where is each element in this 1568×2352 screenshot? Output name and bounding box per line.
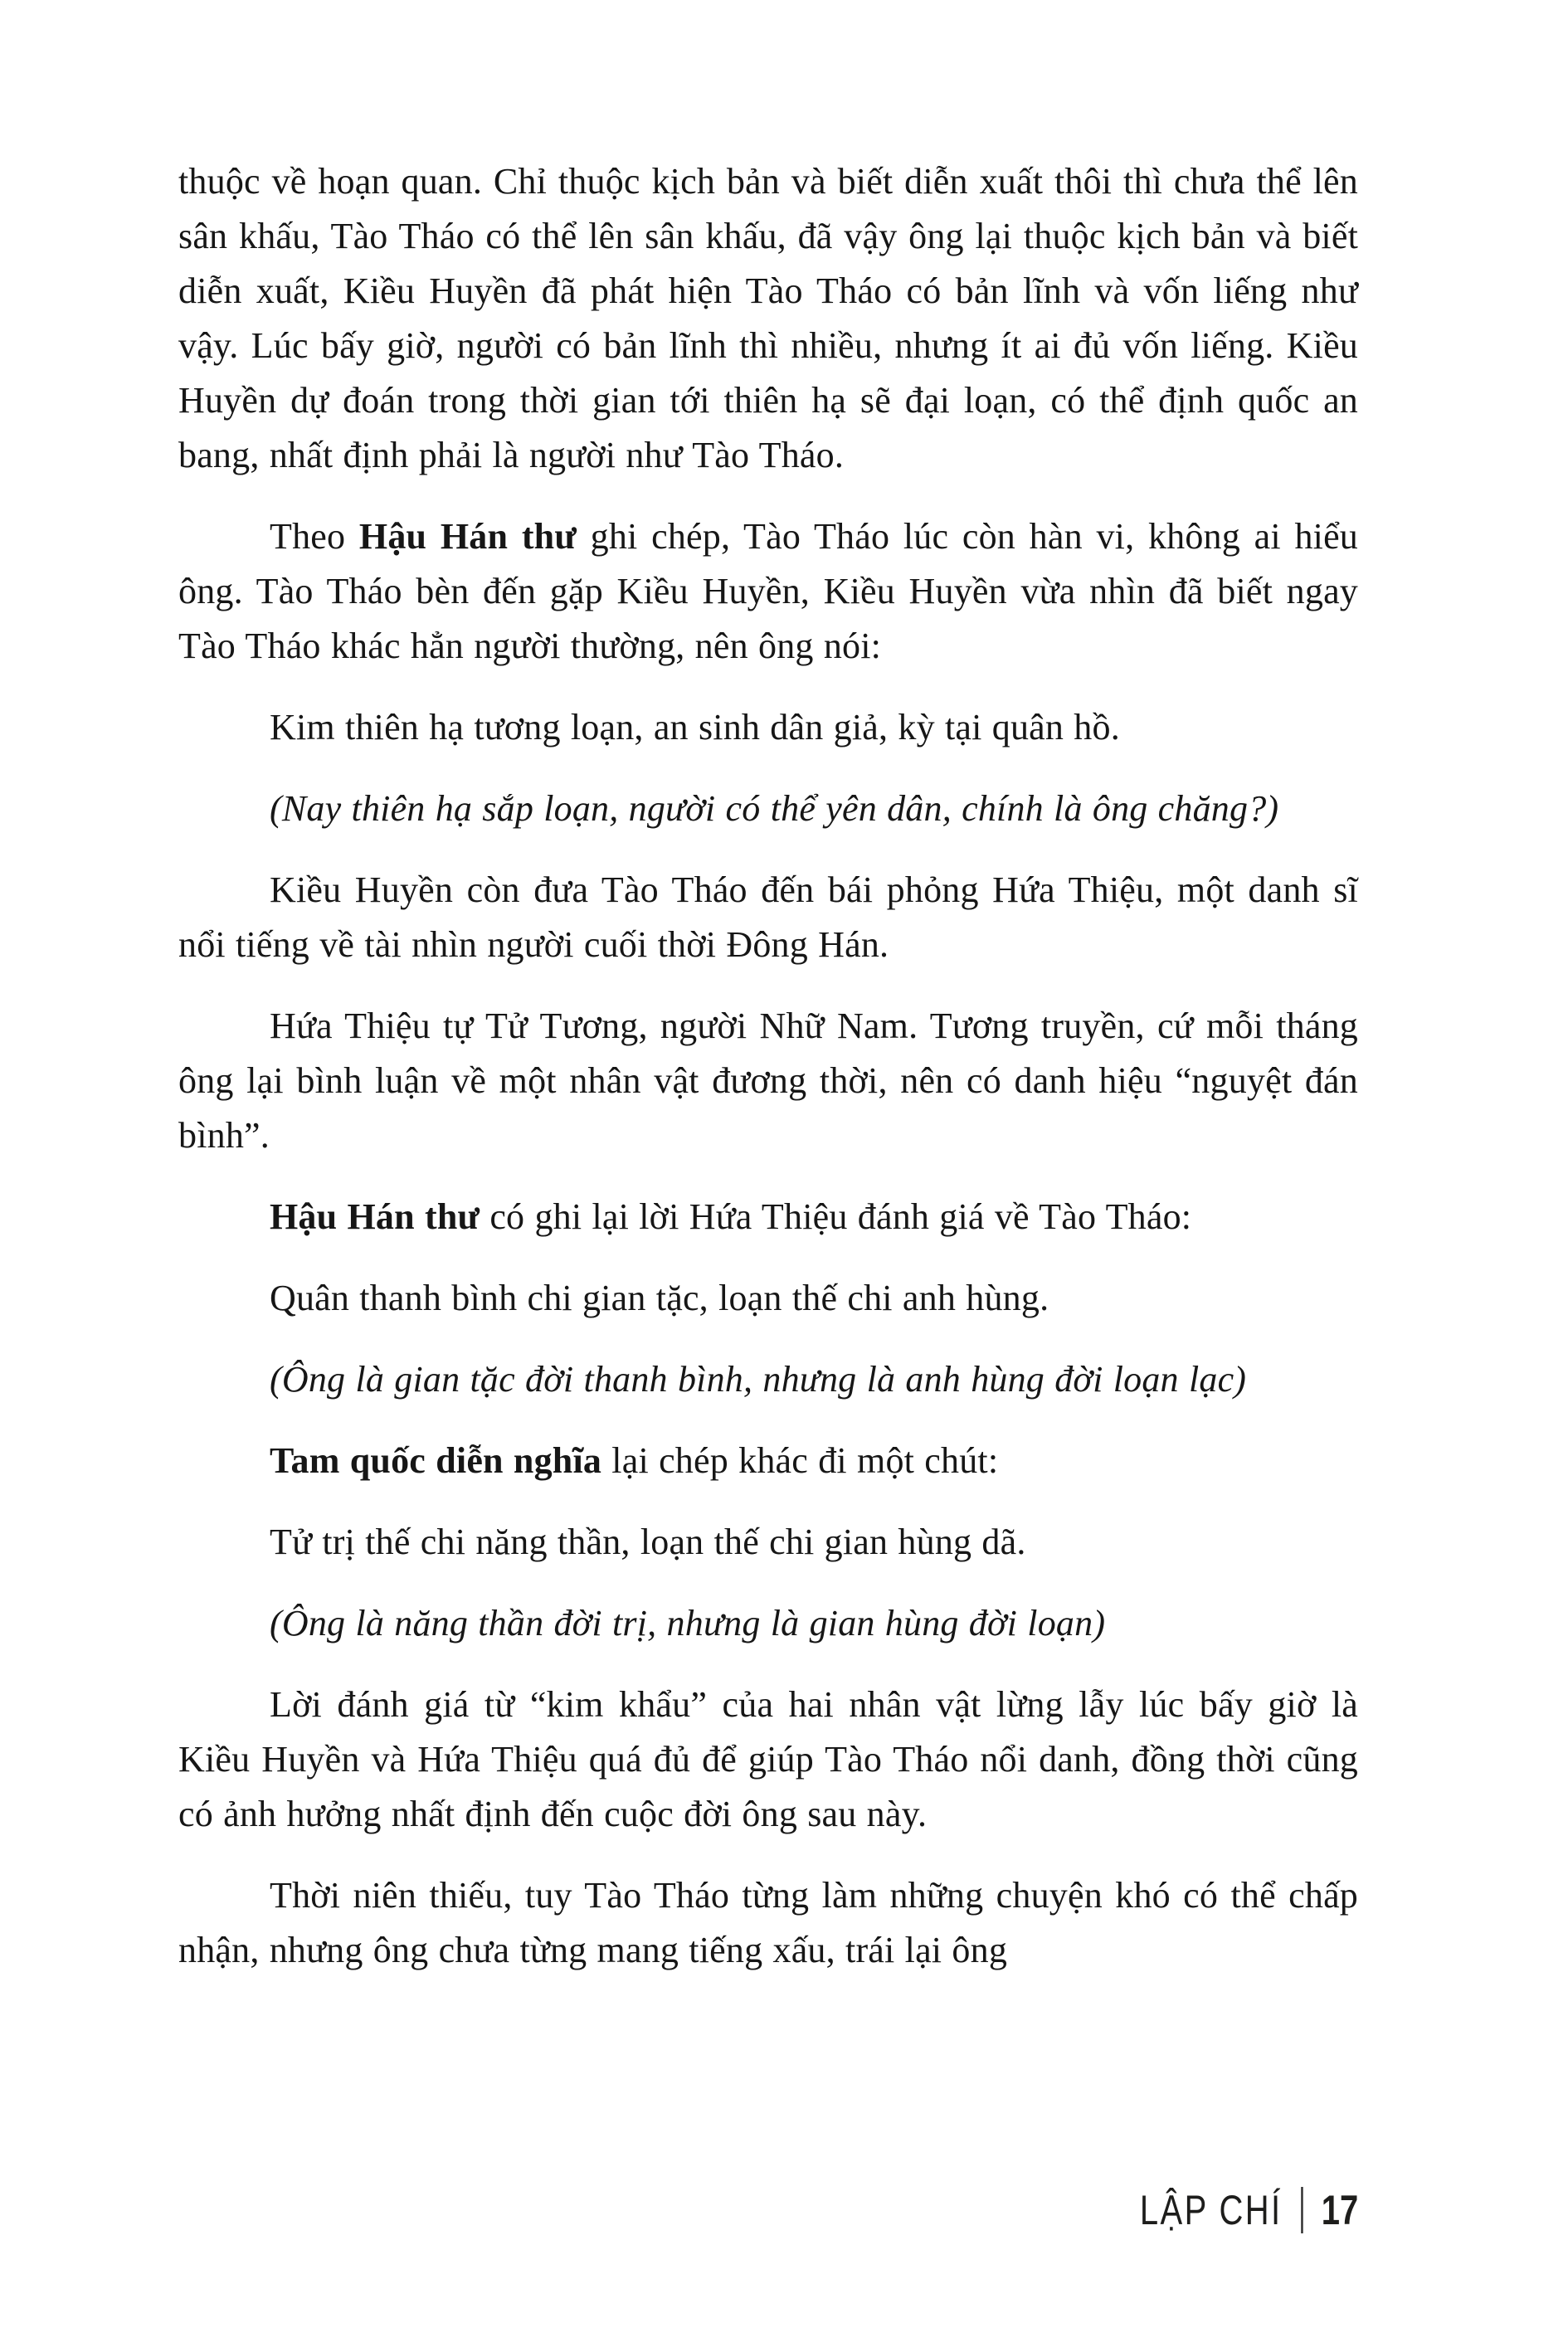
footer-divider [1301,2187,1303,2233]
paragraph [178,1190,1358,1244]
book-title-bold: Hậu Hán thư [270,1196,480,1237]
paragraph [178,1434,1358,1488]
translation-line: (Ông là năng thần đời trị, nhưng là gian hùng đời loạn) [270,1603,1106,1643]
page-number: 17 [1321,2187,1358,2233]
classical-quote: Tử trị thế chi năng thần, loạn thế chi gian hùng dã. [270,1522,1026,1562]
book-title-bold: Tam quốc diễn nghĩa [270,1440,602,1481]
paragraph-text: ghi chép, Tào Tháo lúc còn hàn vi, không ai hiểu ông. Tào Tháo bèn đến gặp Kiều Huyền, Kiều Huyền vừa nhìn đã biết ngay Tào Tháo khác hẳn người thường, nên ông nói: [178,516,1358,666]
paragraph: Lời đánh giá từ “kim khẩu” của hai nhân vật lừng lẫy lúc bấy giờ là Kiều Huyền và Hứa Thiệu quá đủ để giúp Tào Tháo nổi danh, đồng thời cũng có ảnh hưởng nhất định đến cuộc đời ông sau này. [178,1684,1358,1834]
paragraph [178,509,1358,674]
translation-line: (Ông là gian tặc đời thanh bình, nhưng là anh hùng đời loạn lạc) [270,1359,1247,1400]
paragraph-text: Theo [270,516,359,557]
paragraph: Thời niên thiếu, tuy Tào Tháo từng làm những chuyện khó có thể chấp nhận, nhưng ông chưa từng mang tiếng xấu, trái lại ông [178,1875,1358,1970]
paragraph: Hứa Thiệu tự Tử Tương, người Nhữ Nam. Tương truyền, cứ mỗi tháng ông lại bình luận về một nhân vật đương thời, nên có danh hiệu “nguyệt đán bình”. [178,1006,1358,1156]
book-title-bold: Hậu Hán thư [358,516,577,557]
paragraph-text: có ghi lại lời Hứa Thiệu đánh giá về Tào Tháo: [480,1196,1192,1237]
classical-quote: Quân thanh bình chi gian tặc, loạn thế chi anh hùng. [270,1278,1049,1318]
translation-line: (Nay thiên hạ sắp loạn, người có thể yên dân, chính là ông chăng?) [270,788,1279,829]
classical-quote: Kim thiên hạ tương loạn, an sinh dân giả, kỳ tại quân hồ. [270,707,1120,747]
paragraph: Kiều Huyền còn đưa Tào Tháo đến bái phỏng Hứa Thiệu, một danh sĩ nổi tiếng về tài nhìn người cuối thời Đông Hán. [178,869,1358,965]
paragraph-continued: thuộc về hoạn quan. Chỉ thuộc kịch bản và biết diễn xuất thôi thì chưa thể lên sân khấu, Tào Tháo có thể lên sân khấu, đã vậy ông lại thuộc kịch bản và biết diễn xuất, Kiều Huyền đã phát hiện Tào Tháo có bản lĩnh và vốn liếng như vậy. Lúc bấy giờ, người có bản lĩnh thì nhiều, nhưng ít ai đủ vốn liếng. Kiều Huyền dự đoán trong thời gian tới thiên hạ sẽ đại loạn, có thể định quốc an bang, nhất định phải là người như Tào Tháo. [178,161,1358,475]
running-title: LẬP CHÍ [1139,2187,1283,2233]
page-footer [1140,2187,1358,2233]
paragraph-text: lại chép khác đi một chút: [601,1440,999,1481]
text-column [178,154,1358,1978]
